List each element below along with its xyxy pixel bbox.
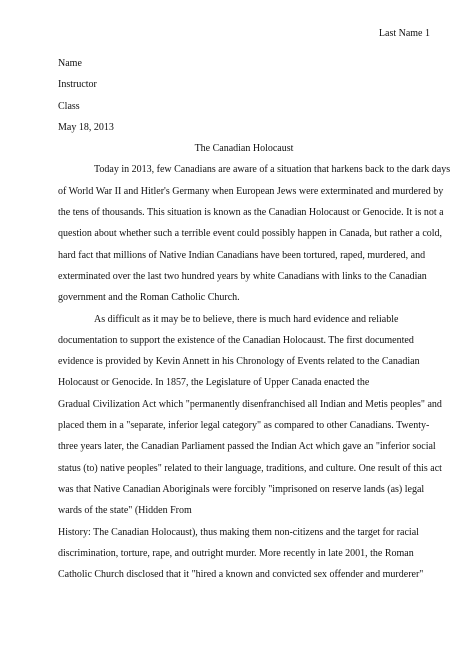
paragraph-line: Today in 2013, few Canadians are aware of a situation that harkens back to the dark days	[94, 164, 451, 176]
class-name: Class	[58, 100, 80, 112]
paragraph-line: History: The Canadian Holocaust), thus making them non-citizens and the target for racial	[58, 526, 419, 538]
paragraph-line: evidence is provided by Kevin Annett in his Chronology of Events related to the Canadian	[58, 356, 420, 368]
paragraph-line: wards of the state" (Hidden From	[58, 505, 192, 517]
document-title: The Canadian Holocaust	[194, 143, 294, 155]
document-date: May 18, 2013	[58, 121, 114, 133]
instructor-name: Instructor	[58, 79, 97, 91]
document-body	[58, 53, 451, 585]
paragraph-line: hard fact that millions of Native Indian Canadians have been tortured, raped, murdered, and	[58, 249, 426, 261]
paragraph-1	[58, 159, 451, 308]
paragraph-line: the tens of thousands. This situation is known as the Canadian Holocaust or Genocide. It is not a	[58, 207, 444, 219]
paragraph-line: status (to) native peoples" related to their language, traditions, and culture. One result of this act	[58, 462, 442, 474]
paragraph-line: was that Native Canadian Aboriginals were forcibly "imprisoned on reserve lands (as) legal	[58, 483, 425, 495]
paragraph-line: exterminated over the last two hundred years by white Canadians with links to the Canadian	[58, 270, 427, 282]
paragraph-line: placed them in a "separate, inferior legal category" as compared to other Canadians. Twenty-	[58, 420, 430, 432]
paragraph-line: Catholic Church disclosed that it "hired a known and convicted sex offender and murderer"	[58, 569, 424, 581]
running-header: Last Name 1	[378, 28, 430, 39]
paragraph-line: of World War II and Hitler's Germany when European Jews were exterminated and murdered by	[58, 185, 444, 197]
paragraph-line: As difficult as it may be to believe, there is much hard evidence and reliable	[94, 313, 399, 325]
paragraph-line: documentation to support the existence of the Canadian Holocaust. The first documented	[58, 334, 414, 346]
paragraph-line: three years later, the Canadian Parliament passed the Indian Act which gave an "inferior social	[58, 441, 436, 453]
paragraph-line: government and the Roman Catholic Church.	[58, 292, 240, 304]
paragraph-line: Holocaust or Genocide. In 1857, the Legislature of Upper Canada enacted the	[58, 377, 370, 389]
student-name: Name	[58, 58, 82, 69]
paragraph-2	[58, 309, 442, 586]
paragraph-line: discrimination, torture, rape, and outright murder. More recently in late 2001, the Roman	[58, 547, 414, 559]
paragraph-line: question about whether such a terrible event could possibly happen in Canada, but rather a cold,	[58, 228, 443, 240]
paragraph-line: Gradual Civilization Act which "permanently disenfranchised all Indian and Metis peoples" and	[58, 398, 442, 410]
